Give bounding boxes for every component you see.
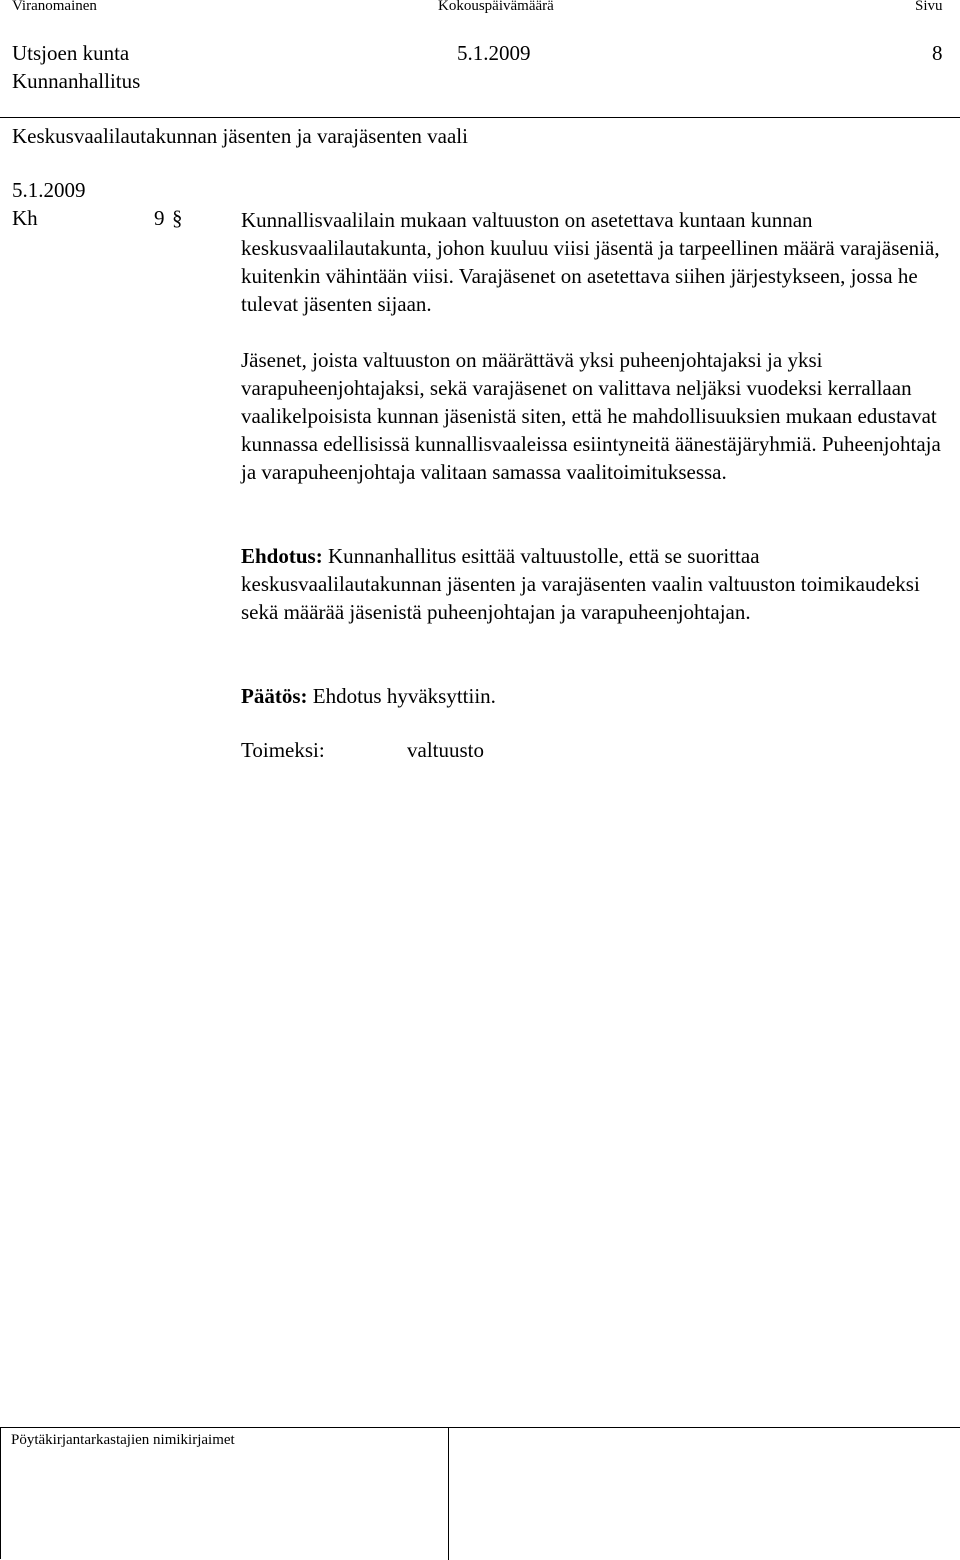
paragraph-legal-basis (241, 206, 941, 318)
action-value: valtuusto (407, 738, 484, 762)
paragraph-sign: § (172, 206, 183, 230)
meeting-date: 5.1.2009 (457, 41, 531, 65)
proposal-text: Kunnanhallitus esittää valtuustolle, että se suorittaa keskusvaalilautakunnan jäsenten ja varajäsenten vaalin valtuuston toimikaudeksi sekä määrää jäsenistä puheenjohtajan ja varapuheenjohtajan. (241, 544, 920, 624)
decision-label: Päätös: (241, 684, 308, 708)
decision-block (241, 682, 941, 710)
governing-body: Kunnanhallitus (12, 69, 141, 93)
signature-box (0, 1427, 960, 1559)
decision-text: Ehdotus hyväksyttiin. (312, 684, 496, 708)
header-meeting-date-label: Kokouspäivämäärä (438, 0, 554, 14)
signature-box-divider (448, 1428, 449, 1560)
proposal-block (241, 542, 941, 626)
item-body-abbr: Kh (12, 206, 38, 230)
action-label: Toimeksi: (241, 738, 325, 762)
municipality-name: Utsjoen kunta (12, 41, 130, 65)
header-authority-label: Viranomainen (12, 0, 97, 14)
item-date: 5.1.2009 (12, 178, 86, 202)
item-number: 9 (154, 206, 165, 230)
paragraph-election-rules-text: Jäsenet, joista valtuuston on määrättävä yksi puheenjohtajaksi ja yksi varapuheenjohtajaksi, sekä varajäsenet on valittava neljäksi vuodeksi kerrallaan vaalikelpoisista kunnan jäsenistä siten, että he mahdollisuuksien mukaan edustavat kunnassa edellisissä kunnallisvaaleissa esiintyneitä äänestäjäryhmiä. Puheenjohtaja ja varapuheenjohtaja valitaan samassa vaalitoimituksessa. (241, 348, 941, 484)
signatures-label: Pöytäkirjantarkastajien nimikirjaimet (11, 1432, 235, 1448)
section-title: Keskusvaalilautakunnan jäsenten ja varajäsenten vaali (12, 124, 468, 148)
header-page-label: Sivu (915, 0, 943, 14)
paragraph-legal-basis-text: Kunnallisvaalilain mukaan valtuuston on asetettava kuntaan kunnan keskusvaalilautakunta, johon kuuluu viisi jäsentä ja tarpeellinen määrä varajäseniä, kuitenkin vähintään viisi. Varajäsenet on asetettava siihen järjestykseen, jossa he tulevat jäsenten sijaan. (241, 208, 940, 316)
page-number: 8 (932, 41, 943, 65)
header-divider (0, 117, 960, 118)
paragraph-election-rules (241, 346, 941, 486)
proposal-label: Ehdotus: (241, 544, 323, 568)
